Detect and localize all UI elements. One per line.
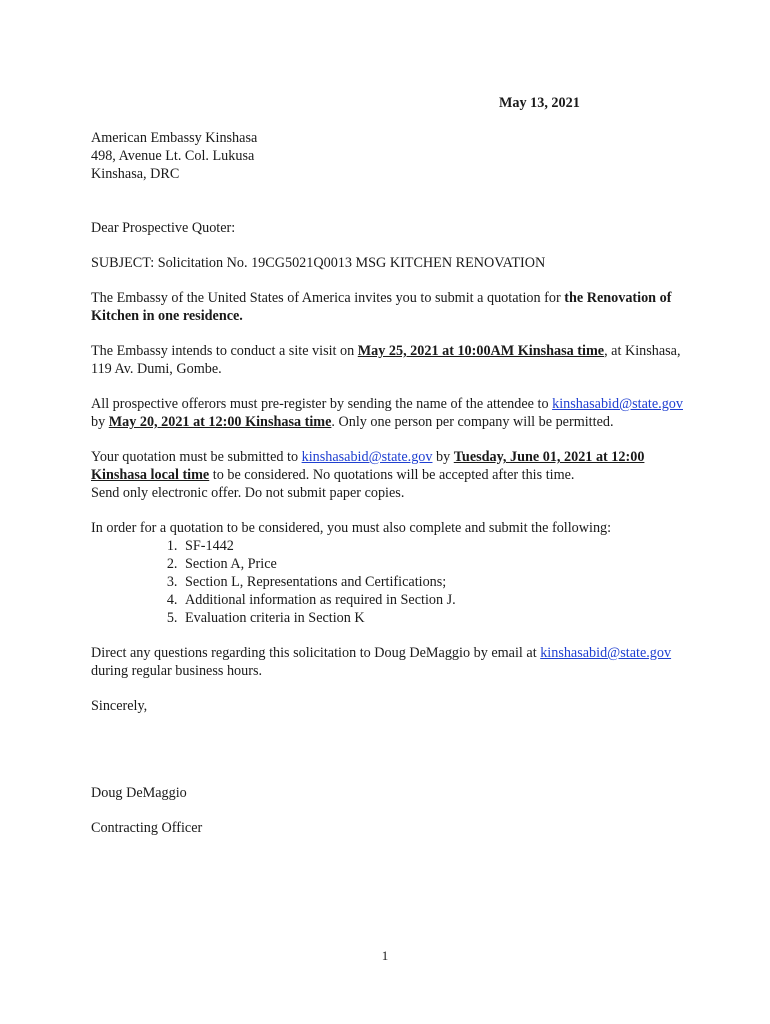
submission-note: to be considered. No quotations will be accepted after this time. xyxy=(209,467,575,483)
letter-date: May 13, 2021 xyxy=(499,95,580,111)
requirements-list xyxy=(91,537,691,627)
site-visit-text: The Embassy intends to conduct a site visit on xyxy=(91,343,358,359)
email-link[interactable]: kinshasabid@state.gov xyxy=(552,396,683,412)
submission-instruction: Send only electronic offer. Do not submit paper copies. xyxy=(91,485,405,501)
requirement-item: 5. Evaluation criteria in Section K xyxy=(181,609,691,627)
site-visit-date: May 25, 2021 at 10:00AM Kinshasa time xyxy=(357,343,605,359)
recipient-address xyxy=(91,129,257,183)
address-line: 498, Avenue Lt. Col. Lukusa xyxy=(91,148,255,164)
email-link[interactable]: kinshasabid@state.gov xyxy=(540,645,672,661)
questions-text: Direct any questions regarding this solicitation to Doug DeMaggio by email at xyxy=(91,645,541,661)
questions-hours: during regular business hours. xyxy=(91,663,263,679)
salutation: Dear Prospective Quoter: xyxy=(91,220,236,236)
address-line: American Embassy Kinshasa xyxy=(91,130,258,146)
site-visit-location: , at Kinshasa, 119 Av. Dumi, Gombe. xyxy=(91,343,681,377)
submission-deadline: Tuesday, June 01, 2021 at 12:00 Kinshasa local time xyxy=(91,449,645,483)
signature-space xyxy=(91,732,691,784)
email-link[interactable]: kinshasabid@state.gov xyxy=(301,449,433,465)
intro-text: The Embassy of the United States of America invites you to submit a quotation for xyxy=(91,290,565,306)
closing: Sincerely, xyxy=(91,698,148,714)
requirement-item: 2. Section A, Price xyxy=(181,555,691,573)
intro-bold-text: the Renovation of Kitchen in one residence. xyxy=(91,290,672,324)
preregister-by: by xyxy=(91,414,109,430)
submission-text: Your quotation must be submitted to xyxy=(91,449,302,465)
submission-by: by xyxy=(432,449,454,465)
preregister-note: . Only one person per company will be permitted. xyxy=(331,414,614,430)
requirement-item: 1. SF-1442 xyxy=(181,537,691,555)
preregister-deadline: May 20, 2021 at 12:00 Kinshasa time xyxy=(108,414,332,430)
preregister-paragraph xyxy=(91,395,691,431)
requirement-item: 4. Additional information as required in Section J. xyxy=(181,591,691,609)
signer-name: Doug DeMaggio xyxy=(91,785,187,801)
signer-title: Contracting Officer xyxy=(91,820,203,836)
questions-paragraph xyxy=(91,644,691,680)
requirements-intro: In order for a quotation to be considered, you must also complete and submit the following: xyxy=(91,520,612,536)
intro-paragraph xyxy=(91,289,691,325)
requirement-item: 3. Section L, Representations and Certifications; xyxy=(181,573,691,591)
page-number: 1 xyxy=(381,948,389,963)
preregister-text: All prospective offerors must pre-register by sending the name of the attendee to xyxy=(91,396,553,412)
letter-body xyxy=(91,219,691,854)
address-line: Kinshasa, DRC xyxy=(91,166,180,182)
site-visit-paragraph xyxy=(91,342,691,378)
subject-line: SUBJECT: Solicitation No. 19CG5021Q0013 MSG KITCHEN RENOVATION xyxy=(91,255,546,271)
submission-paragraph xyxy=(91,448,691,484)
